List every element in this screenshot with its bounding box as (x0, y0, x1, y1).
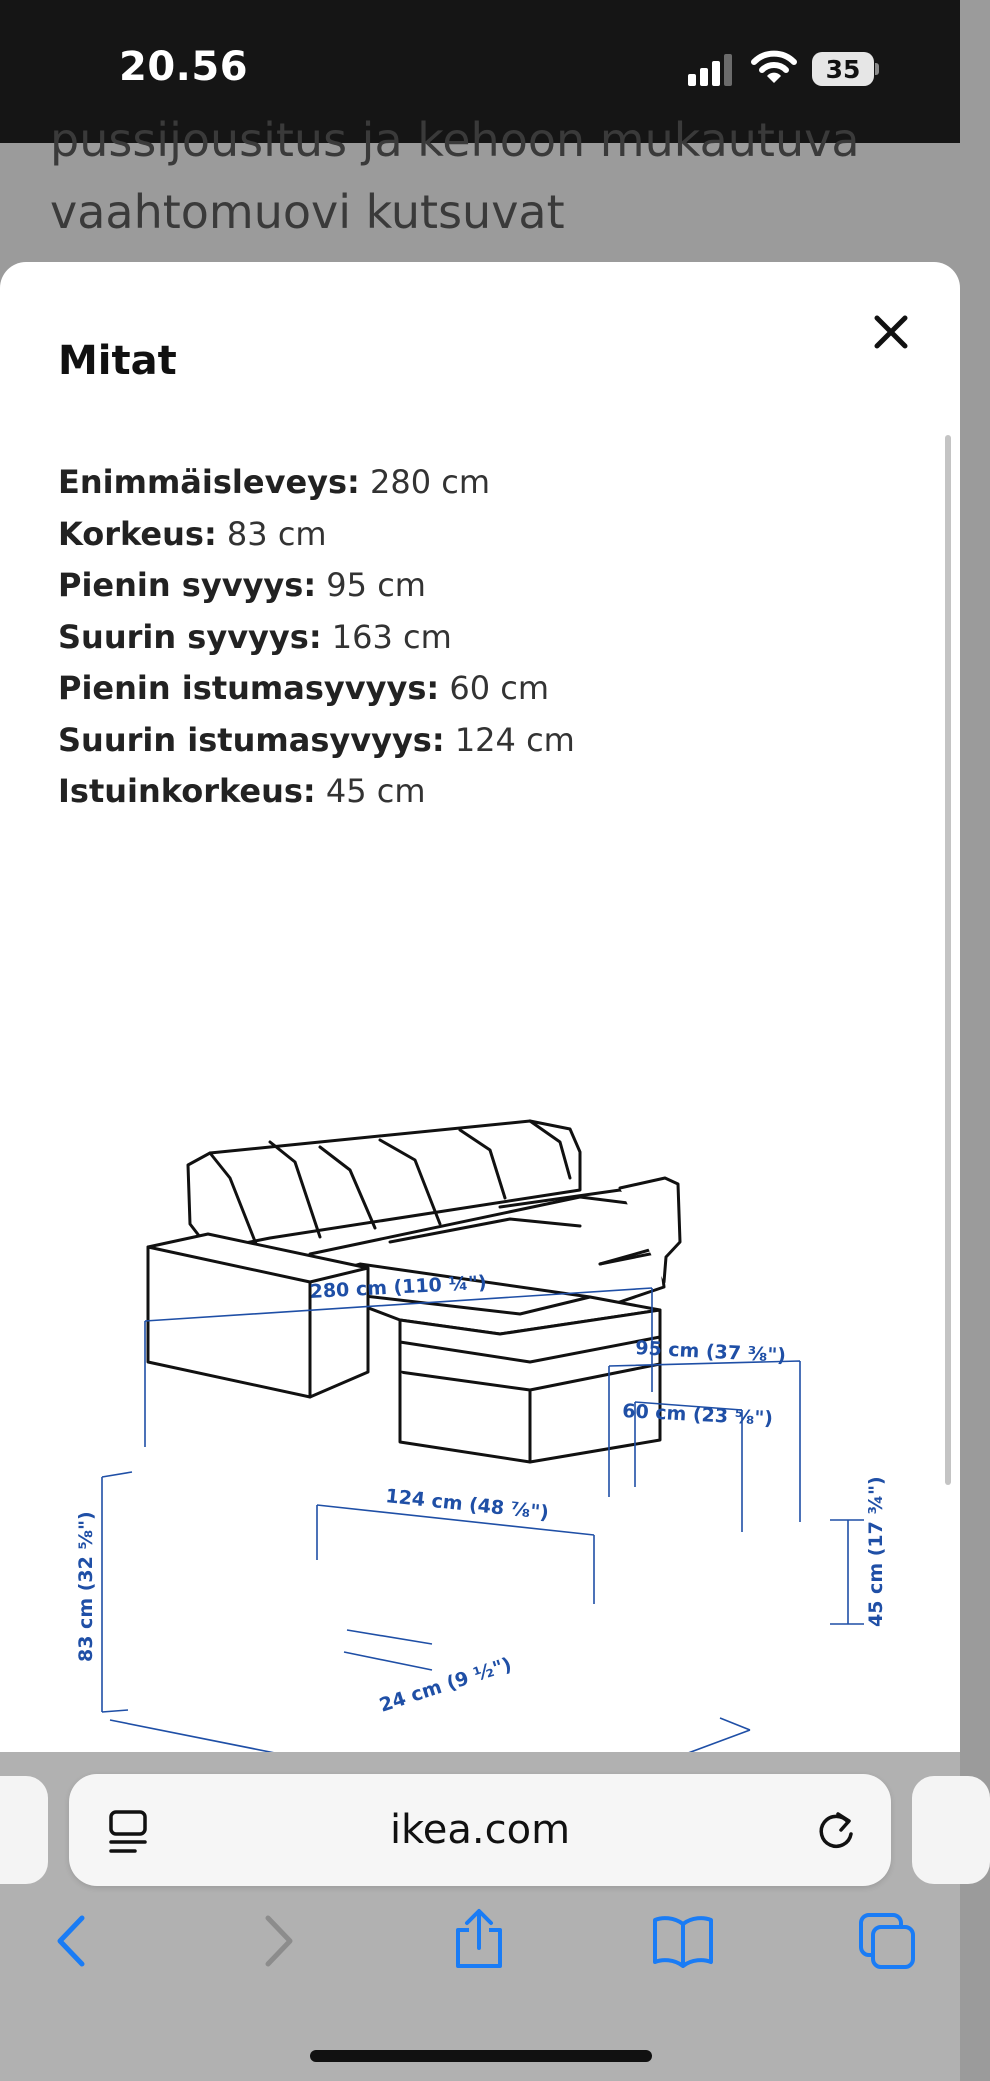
spec-value: 60 cm (449, 669, 549, 707)
dimension-label-height: 83 cm (32 ⅝") (75, 1511, 97, 1662)
section-heading: Mitat (58, 338, 177, 384)
forward-icon[interactable] (262, 1914, 296, 1968)
back-icon[interactable] (54, 1914, 88, 1968)
spec-label: Korkeus: (58, 514, 217, 553)
background-text-line: pussijousitus ja kehoon mukautuva (50, 113, 860, 167)
dimension-label-seat-height: 45 cm (17 ¾") (865, 1476, 887, 1627)
spec-value: 45 cm (325, 772, 426, 810)
reader-mode-icon[interactable] (109, 1810, 151, 1854)
background-page (0, 113, 960, 263)
spec-row (58, 715, 575, 767)
reload-icon[interactable] (814, 1808, 858, 1852)
spec-value: 83 cm (226, 514, 327, 553)
battery-level: 35 (825, 54, 861, 84)
home-indicator (310, 2050, 652, 2062)
address-bar[interactable] (69, 1774, 891, 1886)
address-text[interactable]: ikea.com (389, 1807, 571, 1853)
spec-row (58, 612, 575, 664)
close-icon[interactable] (867, 308, 915, 356)
scrollbar[interactable] (945, 435, 951, 1485)
dimensions-list (58, 457, 575, 818)
spec-label: Pienin istumasyvyys: (58, 669, 440, 707)
spec-value: 280 cm (370, 463, 491, 501)
spec-label: Suurin istumasyvyys: (58, 720, 445, 759)
spec-row (58, 560, 575, 612)
status-time: 20.56 (119, 44, 249, 90)
spec-value: 163 cm (331, 617, 452, 656)
dimension-label-max-seat-depth: 124 cm (48 ⅞") (384, 1485, 550, 1525)
spec-row (58, 457, 575, 509)
spec-label: Suurin syvyys: (58, 617, 322, 656)
tabs-icon[interactable] (858, 1912, 916, 1970)
battery-icon (812, 52, 878, 88)
spec-row (58, 509, 575, 561)
next-tab-preview[interactable] (912, 1776, 990, 1884)
cellular-signal-icon (688, 54, 732, 86)
wifi-icon (752, 50, 796, 84)
spec-label: Enimmäisleveys: (58, 463, 360, 501)
spec-value: 124 cm (454, 720, 575, 759)
spec-row (58, 663, 575, 715)
dimension-label-armrest: 24 cm (9 ½") (376, 1653, 515, 1717)
dimension-label-min-seat-depth: 60 cm (23 ⅝") (621, 1400, 774, 1430)
browser-toolbar (0, 1752, 960, 2081)
bookmarks-icon[interactable] (652, 1914, 714, 1968)
sofa-dimension-diagram (60, 992, 910, 1717)
dimensions-sheet (0, 262, 960, 1752)
spec-label: Istuinkorkeus: (58, 772, 316, 810)
spec-value: 95 cm (326, 566, 426, 604)
spec-row (58, 766, 575, 818)
background-text-line: vaahtomuovi kutsuvat (50, 185, 565, 239)
share-icon[interactable] (452, 1908, 506, 1972)
spec-label: Pienin syvyys: (58, 566, 317, 604)
previous-tab-preview[interactable] (0, 1776, 48, 1884)
dimension-label-min-depth: 95 cm (37 ⅜") (634, 1337, 787, 1367)
dimension-label-width: 280 cm (110 ¼") (309, 1271, 488, 1303)
